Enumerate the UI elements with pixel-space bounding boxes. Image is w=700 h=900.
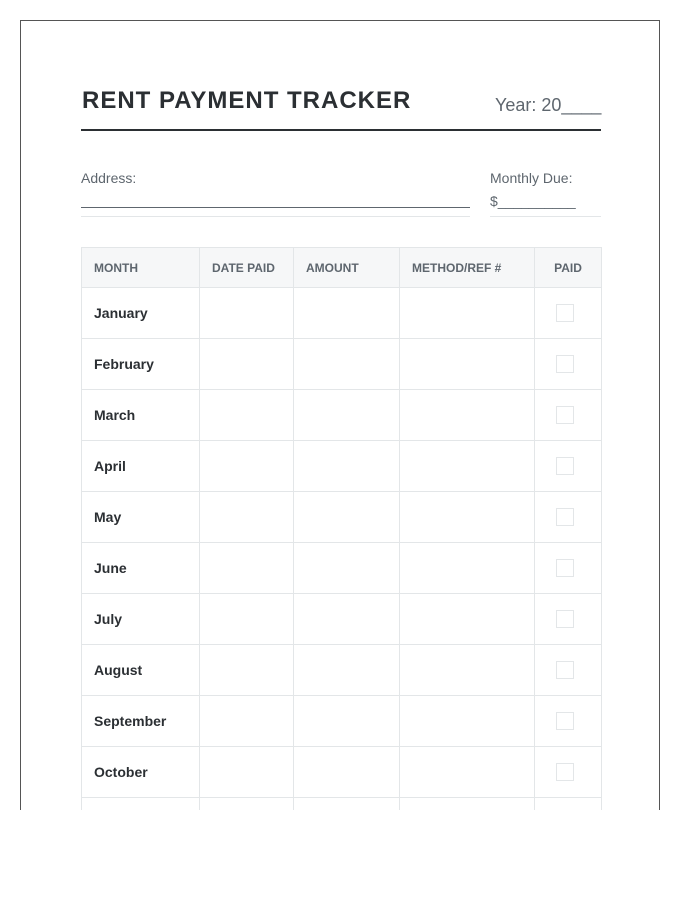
paid-cell [535,441,602,492]
paid-cell [535,543,602,594]
paid-cell [535,492,602,543]
date-paid-cell[interactable] [200,288,294,339]
month-cell: August [82,645,200,696]
paid-checkbox[interactable] [556,763,574,781]
method-ref-cell[interactable] [400,747,535,798]
date-paid-cell[interactable] [200,492,294,543]
year-field[interactable]: Year: 20____ [495,95,602,115]
method-ref-cell[interactable] [400,798,535,811]
table-row [82,543,602,594]
paid-checkbox[interactable] [556,559,574,577]
amount-cell[interactable] [294,594,400,645]
paid-checkbox[interactable] [556,508,574,526]
method-ref-cell[interactable] [400,390,535,441]
date-paid-cell[interactable] [200,441,294,492]
paid-cell [535,798,602,811]
date-paid-cell[interactable] [200,645,294,696]
paid-checkbox[interactable] [556,406,574,424]
table-header-row [82,248,602,288]
paid-checkbox[interactable] [556,304,574,322]
table-row [82,288,602,339]
paid-cell [535,594,602,645]
amount-cell[interactable] [294,339,400,390]
table-row [82,696,602,747]
page-title: RENT PAYMENT TRACKER [82,87,412,114]
method-ref-cell[interactable] [400,441,535,492]
date-paid-cell[interactable] [200,390,294,441]
monthly-due-label: Monthly Due: [490,170,573,186]
date-paid-cell[interactable] [200,543,294,594]
table-row [82,339,602,390]
table-row [82,441,602,492]
paid-cell [535,696,602,747]
month-cell: July [82,594,200,645]
month-cell: April [82,441,200,492]
column-header-method-ref: METHOD/REF # [400,248,535,288]
column-header-month: MONTH [82,248,200,288]
address-input-line[interactable] [81,207,470,208]
date-paid-cell[interactable] [200,696,294,747]
address-label: Address: [81,170,137,186]
amount-cell[interactable] [294,747,400,798]
amount-cell[interactable] [294,696,400,747]
monthly-due-field[interactable]: $__________ [490,193,576,209]
paid-checkbox[interactable] [556,610,574,628]
month-cell: October [82,747,200,798]
month-cell: January [82,288,200,339]
paid-cell [535,339,602,390]
method-ref-cell[interactable] [400,288,535,339]
method-ref-cell[interactable] [400,594,535,645]
table-row [82,594,602,645]
amount-cell[interactable] [294,645,400,696]
table-row [82,798,602,811]
amount-cell[interactable] [294,441,400,492]
address-rule [81,216,470,217]
column-header-paid: PAID [535,248,602,288]
paid-cell [535,645,602,696]
month-cell: June [82,543,200,594]
month-cell [82,798,200,811]
table-row [82,492,602,543]
month-cell: March [82,390,200,441]
month-cell: February [82,339,200,390]
payment-table [81,247,602,810]
date-paid-cell[interactable] [200,747,294,798]
date-paid-cell[interactable] [200,798,294,811]
paid-checkbox[interactable] [556,661,574,679]
monthly-due-rule [490,216,601,217]
paid-cell [535,747,602,798]
title-divider [81,129,601,131]
method-ref-cell[interactable] [400,543,535,594]
method-ref-cell[interactable] [400,696,535,747]
paid-cell [535,390,602,441]
paid-checkbox[interactable] [556,712,574,730]
date-paid-cell[interactable] [200,339,294,390]
table-row [82,747,602,798]
column-header-date-paid: DATE PAID [200,248,294,288]
method-ref-cell[interactable] [400,645,535,696]
method-ref-cell[interactable] [400,492,535,543]
paid-checkbox[interactable] [556,355,574,373]
column-header-amount: AMOUNT [294,248,400,288]
table-body [82,288,602,811]
table-row [82,390,602,441]
tracker-sheet [20,20,660,810]
amount-cell[interactable] [294,543,400,594]
date-paid-cell[interactable] [200,594,294,645]
paid-checkbox[interactable] [556,457,574,475]
amount-cell[interactable] [294,390,400,441]
amount-cell[interactable] [294,492,400,543]
amount-cell[interactable] [294,288,400,339]
method-ref-cell[interactable] [400,339,535,390]
amount-cell[interactable] [294,798,400,811]
table-row [82,645,602,696]
month-cell: May [82,492,200,543]
month-cell: September [82,696,200,747]
paid-cell [535,288,602,339]
